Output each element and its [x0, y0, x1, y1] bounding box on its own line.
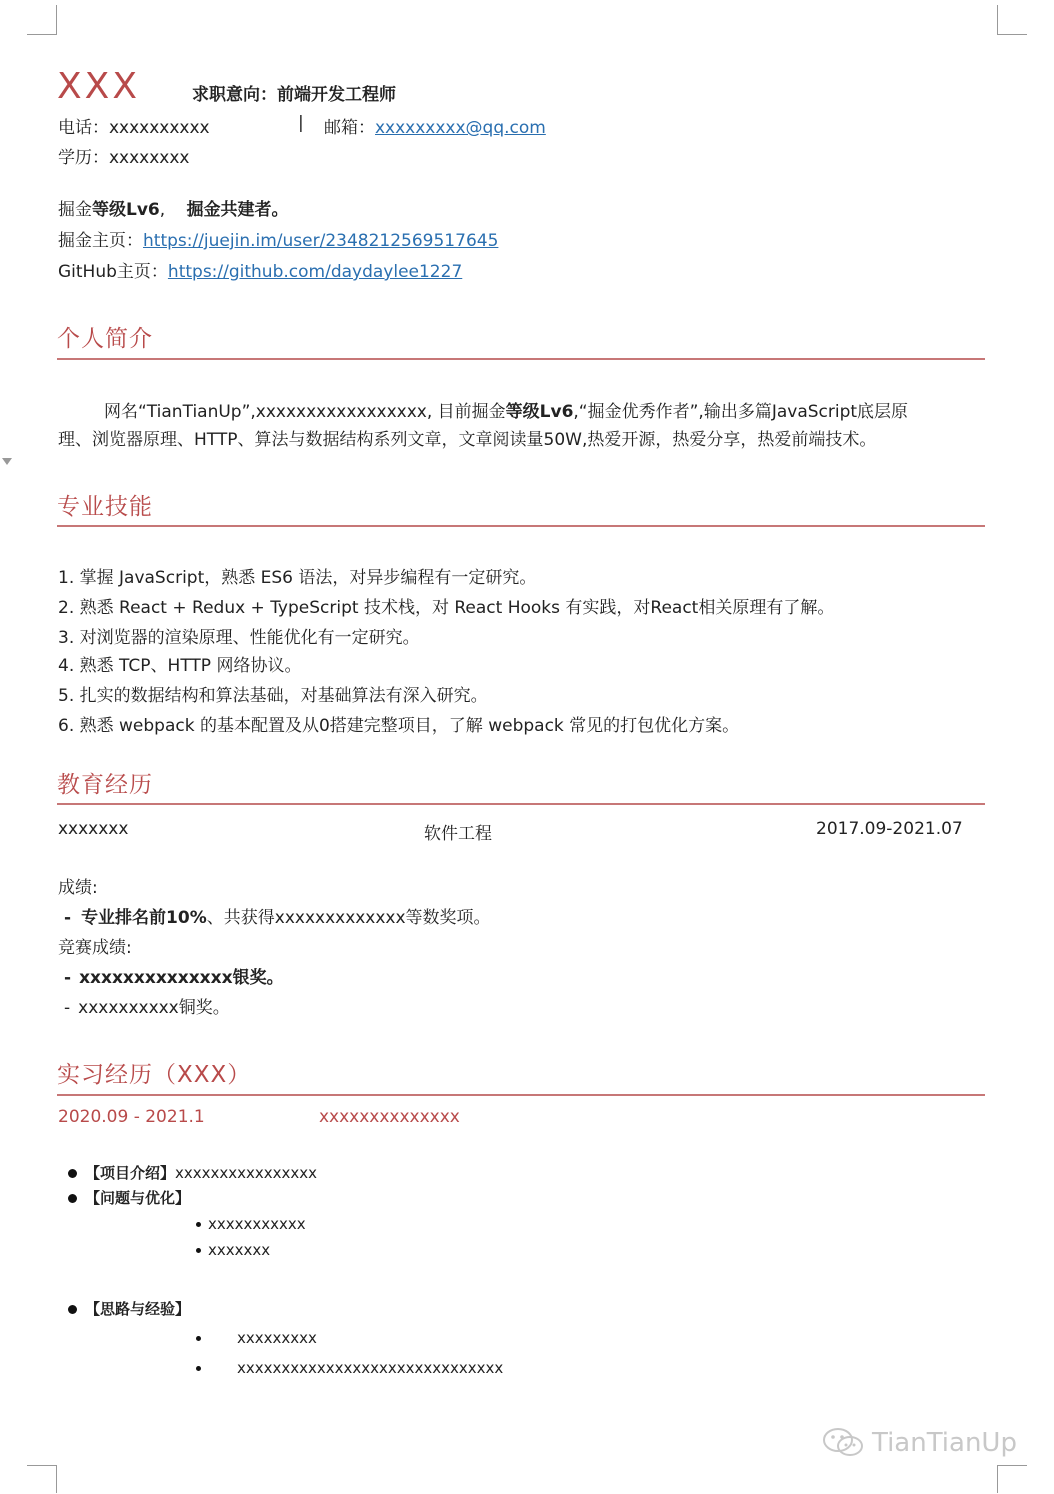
grades-label: 成绩:	[58, 878, 98, 898]
grades-rank: 专业排名前10%	[81, 908, 207, 928]
internship-company: xxxxxxxxxxxxxx	[319, 1107, 460, 1127]
contest-label: 竞赛成绩:	[58, 938, 132, 958]
intro-text-b: ,“掘金优秀作者”,输出多篇JavaScript底层原	[573, 402, 909, 422]
wechat-icon	[822, 1426, 866, 1460]
skill-item: 5. 扎实的数据结构和算法基础，对基础算法有深入研究。	[58, 686, 488, 706]
sub-bullet-icon	[196, 1248, 201, 1253]
thought-sub-item	[196, 1359, 503, 1377]
thought-sub-text: xxxxxxxxxxxxxxxxxxxxxxxxxxxxxx	[237, 1359, 504, 1377]
sub-bullet-icon	[196, 1366, 201, 1371]
github-home-row	[58, 257, 462, 282]
skill-item: 6. 熟悉 webpack 的基本配置及从0搭建完整项目，了解 webpack 常见的打包优化方案。	[58, 716, 740, 736]
skill-item: 1. 掌握 JavaScript，熟悉 ES6 语法，对异步编程有一定研究。	[58, 568, 537, 588]
section-title-education: 教育经历	[57, 772, 153, 798]
bullet-dot-icon	[68, 1194, 77, 1203]
job-intent	[192, 80, 396, 105]
problem-sub-text: xxxxxxx	[208, 1241, 271, 1259]
github-home-link[interactable]: https://github.com/daydaylee1227	[167, 262, 463, 282]
juejin-home-row	[58, 226, 498, 251]
email-label: 邮箱：	[324, 118, 375, 138]
job-intent-label: 求职意向：	[192, 85, 277, 105]
skill-item: 4. 熟悉 TCP、HTTP 网络协议。	[58, 656, 302, 676]
email-link[interactable]: xxxxxxxxx@qq.com	[375, 118, 546, 138]
thought-sub-text: xxxxxxxxx	[237, 1329, 317, 1347]
grades-item	[64, 903, 491, 928]
education-period: 2017.09-2021.07	[816, 819, 963, 839]
juejin-level-prefix: 掘金	[58, 200, 92, 220]
major-name: 软件工程	[424, 824, 492, 844]
phone-value: xxxxxxxxxx	[109, 118, 210, 138]
project-label: 【项目介绍】	[85, 1164, 176, 1182]
crop-mark-top-right	[997, 5, 1027, 35]
juejin-level-sep: ,	[159, 200, 166, 220]
email-row	[324, 113, 546, 138]
job-intent-value: 前端开发工程师	[277, 85, 396, 105]
sub-bullet-icon	[196, 1336, 201, 1341]
section-rule-skills	[57, 525, 985, 527]
skill-item: 3. 对浏览器的渲染原理、性能优化有一定研究。	[58, 628, 420, 648]
project-value: xxxxxxxxxxxxxxxx	[175, 1164, 318, 1182]
watermark-text: TianTianUp	[872, 1428, 1017, 1458]
contest-item	[64, 963, 284, 988]
problem-label: 【问题与优化】	[85, 1189, 191, 1207]
education-value: xxxxxxxx	[109, 148, 190, 168]
juejin-level-value: 等级Lv6	[92, 200, 160, 220]
intro-line-2: 理、浏览器原理、HTTP、算法与数据结构系列文章，文章阅读量50W,热爱开源，热爱分享，热爱前端技术。	[58, 430, 877, 450]
intro-level: 等级Lv6	[505, 402, 574, 422]
section-title-intro: 个人简介	[57, 326, 153, 352]
watermark	[822, 1426, 1017, 1460]
section-title-skills: 专业技能	[57, 494, 153, 520]
problem-sub-item	[196, 1215, 306, 1233]
thought-label: 【思路与经验】	[85, 1300, 191, 1318]
section-rule-intro	[57, 358, 985, 360]
skill-item: 2. 熟悉 React + Redux + TypeScript 技术栈，对 React Hooks 有实践，对React相关原理有了解。	[58, 598, 835, 618]
juejin-builder: 掘金共建者。	[186, 200, 289, 220]
contest-silver: xxxxxxxxxxxxxx银奖。	[79, 968, 284, 988]
problem-sub-text: xxxxxxxxxxx	[208, 1215, 306, 1233]
header-separator: |	[298, 113, 304, 133]
bullet-problem	[68, 1187, 190, 1208]
thought-sub-item	[196, 1329, 317, 1347]
internship-period: 2020.09 - 2021.1	[58, 1107, 205, 1127]
phone-row	[58, 113, 210, 138]
problem-sub-item	[196, 1241, 270, 1259]
bullet-project	[68, 1162, 317, 1183]
grades-dash: -	[64, 908, 72, 928]
bullet-dot-icon	[68, 1305, 77, 1314]
intro-text-a: 网名“TianTianUp”,xxxxxxxxxxxxxxxxx, 目前掘金	[104, 402, 506, 422]
section-title-internship: 实习经历（XXX）	[57, 1062, 252, 1088]
crop-mark-top-left	[27, 5, 57, 35]
contest-dash: -	[64, 998, 71, 1018]
bullet-thought	[68, 1298, 190, 1319]
github-home-label: GitHub主页：	[58, 262, 168, 282]
bullet-dot-icon	[68, 1169, 77, 1178]
contest-item	[64, 993, 230, 1018]
contest-bronze: xxxxxxxxxx铜奖。	[78, 998, 230, 1018]
contest-dash: -	[64, 968, 72, 988]
crop-mark-bottom-right	[997, 1465, 1027, 1493]
grades-rest: 、共获得xxxxxxxxxxxxx等数奖项。	[206, 908, 491, 928]
school-name: xxxxxxx	[58, 819, 129, 839]
sub-bullet-icon	[196, 1222, 201, 1227]
collapse-triangle-icon	[2, 458, 12, 465]
juejin-level	[58, 195, 289, 220]
crop-mark-bottom-left	[27, 1465, 57, 1493]
education-row	[58, 143, 189, 168]
juejin-home-label: 掘金主页：	[58, 231, 143, 251]
candidate-name: XXX	[57, 66, 140, 107]
juejin-home-link[interactable]: https://juejin.im/user/2348212569517645	[143, 231, 499, 251]
intro-line-1	[104, 397, 908, 422]
section-rule-education	[57, 803, 985, 805]
section-rule-internship	[57, 1094, 985, 1096]
phone-label: 电话：	[58, 118, 109, 138]
education-label: 学历：	[58, 148, 109, 168]
